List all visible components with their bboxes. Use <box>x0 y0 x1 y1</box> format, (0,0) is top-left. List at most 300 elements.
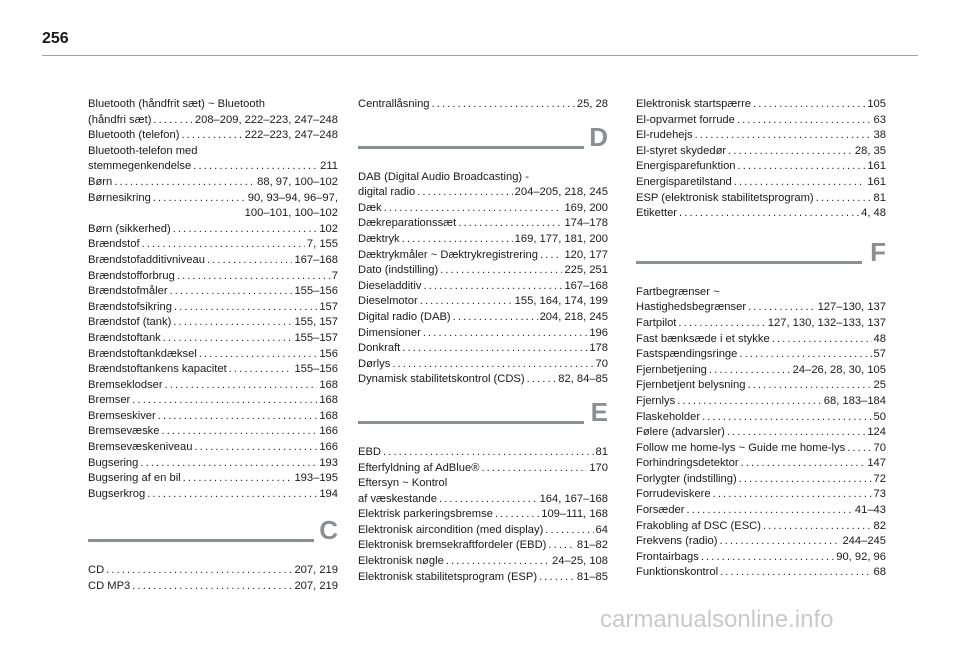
entry-line <box>88 579 338 595</box>
index-entry <box>88 253 338 269</box>
page-refs[interactable]: 166 <box>319 425 338 438</box>
entry-term: Forlygter (indstilling) <box>636 472 737 485</box>
dot-leader <box>106 563 292 579</box>
entry-term: Børnesikring <box>88 191 151 204</box>
entry-term: Fjernbetjent belysning <box>636 379 746 392</box>
page-refs[interactable]: 73 <box>873 488 886 501</box>
index-entry <box>358 294 608 310</box>
page-refs[interactable]: 244–245 <box>842 535 886 548</box>
index-entry <box>636 113 886 129</box>
entry-term: Brændstofforbrug <box>88 269 175 282</box>
entry-term: Dæktryk <box>358 232 400 245</box>
entry-line <box>358 216 608 232</box>
entry-term: Bugsering af en bil <box>88 472 181 485</box>
dot-leader <box>173 222 318 238</box>
entry-term: Frekvens (radio) <box>636 535 718 548</box>
entry-term: DAB (Digital Audio Broadcasting) - <box>358 170 529 183</box>
dot-leader <box>687 503 853 519</box>
index-entry <box>358 523 608 539</box>
header-rule <box>42 55 918 56</box>
page-refs[interactable]: 120, 177 <box>564 248 608 261</box>
entry-term: Elektronisk bremsekraftfordeler (EBD) <box>358 539 547 552</box>
index-entry <box>636 363 886 379</box>
dot-leader <box>679 206 859 222</box>
entry-line <box>636 191 886 207</box>
entry-line <box>358 570 608 586</box>
entry-line <box>358 341 608 357</box>
index-entry <box>88 579 338 595</box>
entry-line <box>358 523 608 539</box>
page-refs[interactable]: 28, 35 <box>854 144 886 157</box>
dot-leader <box>713 487 872 503</box>
page-refs[interactable]: 225, 251 <box>564 264 608 277</box>
entry-line <box>636 456 886 472</box>
dot-leader <box>423 326 588 342</box>
page-refs[interactable]: 170 <box>589 461 608 474</box>
entry-line <box>358 279 608 295</box>
index-entry <box>358 341 608 357</box>
page-refs[interactable]: 168 <box>319 378 338 391</box>
page-refs[interactable]: 207, 219 <box>294 580 338 593</box>
index-entry <box>636 394 886 410</box>
section-rule <box>358 421 584 424</box>
index-entry <box>358 461 608 477</box>
entry-term: Brændstoftankdæksel <box>88 347 197 360</box>
page-refs[interactable]: 68 <box>873 566 886 579</box>
entry-term: Bugsering <box>88 456 139 469</box>
entry-term: Frontairbags <box>636 550 699 563</box>
entry-term: Brændstof <box>88 238 140 251</box>
dot-leader <box>548 538 574 554</box>
page-refs[interactable]: 157 <box>319 300 338 313</box>
page-refs[interactable]: 81 <box>873 191 886 204</box>
page-refs[interactable]: 161 <box>867 160 886 173</box>
entry-term: af væskestande <box>358 492 437 505</box>
index-entry <box>636 456 886 472</box>
index-entry <box>636 285 886 316</box>
entry-term: Bremseklodser <box>88 378 163 391</box>
page-refs[interactable]: 169, 177, 181, 200 <box>514 232 608 245</box>
entry-line <box>88 253 338 269</box>
dot-leader <box>678 316 765 332</box>
page-refs[interactable]: 81–82 <box>576 539 608 552</box>
entry-term: Bluetooth-telefon med <box>88 144 198 157</box>
page-refs[interactable]: 82, 84–85 <box>558 373 608 386</box>
entry-line <box>358 310 608 326</box>
dot-leader <box>719 534 840 550</box>
index-entry <box>636 550 886 566</box>
dot-leader <box>165 378 318 394</box>
dot-leader <box>147 487 317 503</box>
page-refs[interactable]: 7, 155 <box>306 238 338 251</box>
page-number: 256 <box>42 30 69 47</box>
page-refs[interactable]: 90, 92, 96 <box>836 550 886 563</box>
dot-leader <box>481 461 587 477</box>
entry-line <box>636 144 886 160</box>
entry-term: Hastighedsbegrænser <box>636 301 747 314</box>
page-refs[interactable]: 156 <box>319 347 338 360</box>
entry-line <box>358 326 608 342</box>
entry-term: Energisparefunktion <box>636 160 736 173</box>
page-refs[interactable]: 68, 183–184 <box>823 394 886 407</box>
index-entry <box>636 534 886 550</box>
entry-term: Centrallåsning <box>358 98 430 110</box>
page-refs[interactable]: 57 <box>873 348 886 361</box>
page-refs[interactable]: 70 <box>873 441 886 454</box>
entry-term: Brændstofsikring <box>88 300 172 313</box>
entry-term: Dørlys <box>358 357 391 370</box>
section-rule <box>358 146 584 149</box>
index-entry <box>358 570 608 586</box>
entry-term: Børn <box>88 175 113 188</box>
index-entry <box>88 471 338 487</box>
dot-leader <box>734 175 866 191</box>
entry-line <box>88 393 338 409</box>
page-refs[interactable]: 41–43 <box>854 504 886 517</box>
entry-line <box>636 300 886 316</box>
entry-line <box>88 159 338 175</box>
index-entry <box>636 425 886 441</box>
dot-leader <box>229 362 293 378</box>
index-entry <box>358 248 608 264</box>
entry-term: Forsæder <box>636 504 685 517</box>
page-refs[interactable]: 155–156 <box>294 363 338 376</box>
page-refs[interactable]: 124 <box>867 426 886 439</box>
index-entry <box>636 347 886 363</box>
dot-leader <box>153 191 246 207</box>
entry-line <box>636 472 886 488</box>
dot-leader <box>153 113 192 129</box>
entry-line <box>636 519 886 535</box>
page-refs[interactable]: 204, 218, 245 <box>539 310 608 323</box>
page-refs[interactable]: 167–168 <box>294 253 338 266</box>
section-letter-d <box>358 121 608 170</box>
entry-line <box>358 294 608 310</box>
page-refs[interactable]: 193–195 <box>294 472 338 485</box>
entries <box>88 563 338 594</box>
entry-term: stemmegenkendelse <box>88 160 192 173</box>
dot-leader <box>142 237 305 253</box>
page-refs[interactable]: 24–25, 108 <box>552 555 608 568</box>
entry-line <box>88 487 338 503</box>
entry-term: Fjernlys <box>636 394 676 407</box>
section-rule <box>88 539 314 542</box>
dot-leader <box>384 201 563 217</box>
dot-leader <box>453 310 538 326</box>
index-entry <box>358 357 608 373</box>
index-entry <box>636 487 886 503</box>
page-refs[interactable]: 64 <box>595 523 608 536</box>
dot-leader <box>423 279 562 295</box>
index-entry <box>358 326 608 342</box>
page-refs[interactable]: 155, 164, 174, 199 <box>514 295 608 308</box>
page-refs[interactable]: 204–205, 218, 245 <box>514 186 608 199</box>
entry-term: CD <box>88 564 105 577</box>
section-letter: C <box>319 515 338 546</box>
page-refs[interactable]: 105 <box>867 98 886 110</box>
entry-term: Dækreparationssæt <box>358 217 457 230</box>
dot-leader <box>163 331 293 347</box>
entry-line <box>636 113 886 129</box>
index-entry <box>358 279 608 295</box>
index-entry <box>636 378 886 394</box>
page-refs[interactable]: 4, 48 <box>861 207 886 220</box>
entry-term: El-styret skydedør <box>636 144 727 157</box>
dot-leader <box>695 128 872 144</box>
entry-line <box>636 410 886 426</box>
page-refs[interactable]: 196 <box>589 326 608 339</box>
entry-term: Bremsevæskeniveau <box>88 441 193 454</box>
entry-line <box>88 347 338 363</box>
dot-leader <box>458 216 562 232</box>
entry-term: Brændstoftank <box>88 331 161 344</box>
dot-leader <box>495 507 539 523</box>
page-refs[interactable]: 208–209, 222–223, 247–248 <box>194 113 338 126</box>
index-entry <box>88 97 338 128</box>
index-entry <box>88 191 338 222</box>
entry-term: (håndfri sæt) <box>88 113 152 126</box>
page-refs[interactable]: 211 <box>320 160 338 173</box>
entry-line <box>88 331 338 347</box>
entry-line <box>636 347 886 363</box>
entry-line <box>636 534 886 550</box>
index-entry <box>636 159 886 175</box>
section-letter-c <box>88 515 338 563</box>
dot-leader <box>539 570 575 586</box>
section-letter: D <box>589 121 608 152</box>
entry-line <box>88 269 338 285</box>
page-refs[interactable]: 147 <box>867 457 886 470</box>
entries <box>636 285 886 581</box>
entry-term: Brændstofadditivniveau <box>88 253 205 266</box>
index-entry <box>88 424 338 440</box>
page-refs[interactable]: 38 <box>873 129 886 142</box>
entry-term: Elektronisk aircondition (med display) <box>358 523 544 536</box>
entry-line <box>636 550 886 566</box>
dot-leader <box>739 347 871 363</box>
section-letter: F <box>870 236 886 267</box>
dot-leader <box>132 393 317 409</box>
entry-term: Digital radio (DAB) <box>358 310 451 323</box>
dot-leader <box>181 128 242 144</box>
entry-line <box>636 97 886 113</box>
entries <box>358 170 608 388</box>
page-refs[interactable]: 127, 130, 132–133, 137 <box>767 316 886 329</box>
page-refs[interactable]: 207, 219 <box>294 564 338 577</box>
index-entry <box>358 372 608 388</box>
entry-term: Dæktrykmåler ~ Dæktrykregistrering <box>358 248 538 261</box>
page-refs[interactable]: 81–85 <box>576 570 608 583</box>
index-entry <box>358 263 608 279</box>
entry-term: Dato (indstilling) <box>358 264 439 277</box>
page-refs[interactable]: 50 <box>873 410 886 423</box>
entry-line <box>636 378 886 394</box>
page-refs[interactable]: 109–111, 168 <box>541 508 608 521</box>
page-refs[interactable]: 193 <box>319 456 338 469</box>
entry-term: Follow me home-lys ~ Guide me home-lys <box>636 441 846 454</box>
page-refs[interactable]: 168 <box>319 394 338 407</box>
entry-line <box>88 440 338 456</box>
page-refs[interactable]: 164, 167–168 <box>539 492 608 505</box>
index-entry <box>358 216 608 232</box>
entry-line <box>358 554 608 570</box>
entry-term: Dieseladditiv <box>358 279 422 292</box>
section-letter: E <box>590 396 608 427</box>
dot-leader <box>440 263 562 279</box>
index-entry <box>88 144 338 175</box>
entry-line <box>358 232 608 248</box>
entry-line <box>636 175 886 191</box>
page-refs[interactable]: 155–157 <box>294 331 338 344</box>
index-column-3 <box>636 97 886 581</box>
dot-leader <box>847 441 871 457</box>
dot-leader <box>727 425 865 441</box>
entry-line <box>636 394 886 410</box>
dot-leader <box>402 341 587 357</box>
entry-line <box>636 503 886 519</box>
page-refs[interactable]: 72 <box>873 472 886 485</box>
page-refs[interactable]: 48 <box>873 332 886 345</box>
entries <box>636 97 886 222</box>
entries <box>358 445 608 585</box>
entry-term: Donkraft <box>358 342 401 355</box>
dot-leader <box>747 378 871 394</box>
page-refs[interactable]: 63 <box>873 113 886 126</box>
dot-leader <box>527 372 557 388</box>
dot-leader <box>741 456 866 472</box>
entry-term: Elektronisk stabilitetsprogram (ESP) <box>358 570 538 583</box>
index-entry <box>358 232 608 248</box>
page-refs[interactable]: 166 <box>319 441 338 454</box>
entry-line <box>358 357 608 373</box>
page-refs[interactable]: 194 <box>319 487 338 500</box>
entry-line <box>636 487 886 503</box>
dot-leader <box>420 294 513 310</box>
entry-term: Følere (advarsler) <box>636 426 725 439</box>
page-refs[interactable]: 88, 97, 100–102 <box>257 175 338 188</box>
entry-term: Børn (sikkerhed) <box>88 222 171 235</box>
entry-line <box>636 363 886 379</box>
page-refs[interactable]: 167–168 <box>564 279 608 292</box>
dot-leader <box>174 300 317 316</box>
entry-line <box>88 471 338 487</box>
page-refs[interactable]: 168 <box>319 409 338 422</box>
dot-leader <box>753 97 865 113</box>
index-entry <box>88 128 338 144</box>
dot-leader <box>739 472 872 488</box>
entry-line <box>88 222 338 238</box>
index-entry <box>636 175 886 191</box>
entry-term: Fastspændingsringe <box>636 348 738 361</box>
section-rule <box>636 261 862 264</box>
page-refs[interactable]: 178 <box>589 342 608 355</box>
dot-leader <box>114 175 255 191</box>
entry-line <box>358 492 608 508</box>
page-refs[interactable]: 222–223, 247–248 <box>244 129 338 142</box>
page-refs[interactable]: 102 <box>319 222 338 235</box>
page-refs[interactable]: 169, 200 <box>564 201 608 214</box>
section-letter-f <box>636 236 886 285</box>
entry-line <box>88 424 338 440</box>
dot-leader <box>709 363 791 379</box>
dot-leader <box>132 579 292 595</box>
entries <box>88 97 338 502</box>
entry-term: Bremser <box>88 394 131 407</box>
dot-leader <box>383 445 594 461</box>
entry-term: digital radio <box>358 186 416 199</box>
page-refs[interactable]: 25 <box>873 379 886 392</box>
dot-leader <box>545 523 593 539</box>
index-entry <box>88 237 338 253</box>
page-refs[interactable]: 7 <box>331 269 338 282</box>
dot-leader <box>158 409 318 425</box>
entry-term: Fartbegrænser ~ <box>636 285 720 298</box>
dot-leader <box>170 284 293 300</box>
dot-leader <box>702 410 871 426</box>
index-entry <box>636 191 886 207</box>
entry-term: Efterfyldning af AdBlue® <box>358 461 480 474</box>
entry-line <box>358 507 608 523</box>
entry-line <box>88 113 338 129</box>
entry-term: Forhindringsdetektor <box>636 457 739 470</box>
index-entry <box>88 222 338 238</box>
page-refs[interactable]: 155, 157 <box>294 316 338 329</box>
dot-leader <box>439 492 538 508</box>
entry-term: Dynamisk stabilitetskontrol (CDS) <box>358 373 525 386</box>
entry-term: Etiketter <box>636 207 678 220</box>
dot-leader <box>772 332 872 348</box>
dot-leader <box>540 248 562 264</box>
page-refs[interactable]: 82 <box>873 519 886 532</box>
entries <box>358 97 608 113</box>
page-refs[interactable]: 81 <box>595 445 608 458</box>
entry-line <box>636 159 886 175</box>
entry-line <box>636 206 886 222</box>
dot-leader <box>677 394 822 410</box>
page-refs[interactable]: 174–178 <box>564 217 608 230</box>
page-refs[interactable]: 24–26, 28, 30, 105 <box>792 363 886 376</box>
entry-term: El-opvarmet forrude <box>636 113 735 126</box>
dot-leader <box>728 144 853 160</box>
dot-leader <box>763 519 872 535</box>
index-column-1 <box>88 97 338 595</box>
entry-line <box>358 263 608 279</box>
dot-leader <box>194 440 317 456</box>
page-refs[interactable]: 70 <box>595 357 608 370</box>
entry-line <box>358 97 608 113</box>
entry-line <box>88 563 338 579</box>
dot-leader <box>701 550 834 566</box>
index-entry <box>88 269 338 285</box>
dot-leader <box>173 315 292 331</box>
index-entry <box>636 565 886 581</box>
page-refs[interactable]: 127–130, 137 <box>817 301 886 314</box>
entry-term: Forrudeviskere <box>636 488 711 501</box>
entry-line <box>88 237 338 253</box>
index-column-2 <box>358 97 608 585</box>
entry-continuation: 100–101, 100–102 <box>244 207 338 220</box>
dot-leader <box>392 357 593 373</box>
dot-leader <box>720 565 871 581</box>
page-refs[interactable]: 161 <box>867 175 886 188</box>
entry-line <box>358 461 608 477</box>
entry-term: Bluetooth (håndfrit sæt) ~ Bluetooth <box>88 98 265 110</box>
entry-line <box>358 248 608 264</box>
index-entry <box>358 507 608 523</box>
page-refs[interactable]: 25, 28 <box>576 98 608 110</box>
page-refs[interactable]: 90, 93–94, 96–97, <box>247 191 338 204</box>
page-refs[interactable]: 155–156 <box>294 285 338 298</box>
